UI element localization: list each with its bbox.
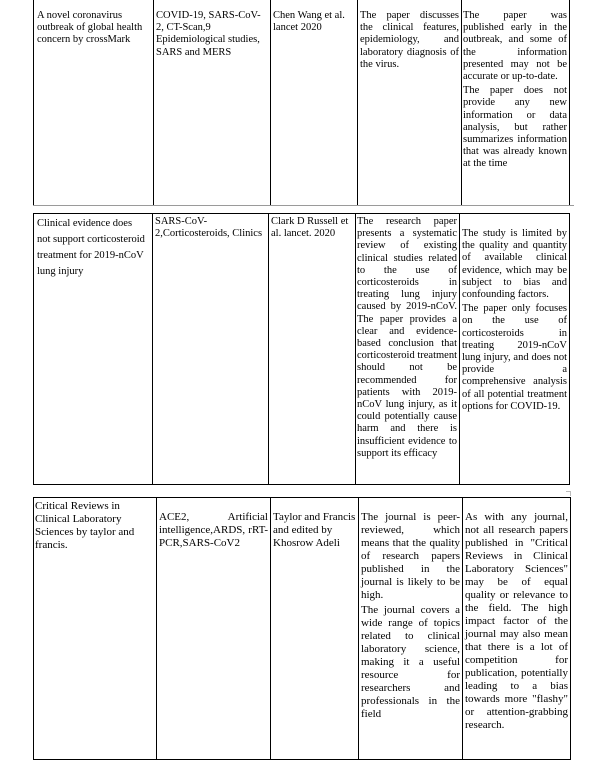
row-2-authors-cell [271, 216, 354, 240]
table-1-border-left [33, 0, 34, 206]
cell-corner-marker [566, 491, 571, 496]
table-3-divider [358, 497, 359, 759]
row-3-summary-paragraph: The journal covers a wide range of topics related to clinical laboratory science, making it a useful resource for researchers and professionals in the field [361, 604, 460, 720]
row-3-keywords: ACE2, Artificial intelligence,ARDS, rRT-PCR,SARS-CoV2 [159, 511, 268, 549]
row-2-summary-cell [357, 216, 457, 460]
table-1-divider [357, 0, 358, 206]
table-3-divider [156, 497, 157, 759]
row-3-authors-cell [273, 511, 357, 550]
row-2-keywords-cell [155, 216, 267, 240]
row-2-limitations-paragraph: The paper only focuses on the use of corticosteroids in treating 2019-nCoV lung injury, and does not provide a comprehensive analysis of all potential treatment options for COVID-19. [462, 303, 567, 412]
row-1-keywords: COVID-19, SARS-CoV-2, CT-Scan,9 Epidemiological studies, SARS and MERS [156, 10, 261, 58]
row-1-summary-cell [360, 10, 459, 71]
table-2-bottom-rule [33, 484, 570, 485]
row-2-title-cell [37, 216, 148, 280]
row-2-summary-paragraph: The research paper presents a systematic review of existing clinical studies related to the use of corticosteroids in treating lung injury caused by 2019-nCoV. The paper provides a clear and evidence-based conclusion that corticosteroid treatment should not be recommended for patients with 2019-nCoV lung injury, as it could potentially cause harm and there is insufficient evidence to support its efficacy [357, 216, 458, 459]
row-1-title: A novel coronavirus outbreak of global health concern by crossMark [37, 10, 143, 46]
row-2-keywords: SARS-CoV-2,Corticosteroids, Clinics [155, 216, 263, 240]
row-3-title-cell [35, 500, 155, 552]
table-1-divider [270, 0, 271, 206]
table-3-bottom-rule [33, 759, 571, 760]
row-2-limitations-cell [462, 228, 567, 413]
table-1-border-right [569, 0, 570, 206]
row-3-limitations-cell [465, 511, 568, 732]
table-3-border-left [33, 497, 34, 759]
table-2-border-left [33, 213, 34, 485]
row-3-summary-cell [361, 511, 460, 721]
row-2-title: Clinical evidence does not support corticosteroid treatment for 2019-nCoV lung injury [37, 218, 145, 277]
table-3-divider [462, 497, 463, 759]
table-3-border-right [570, 497, 571, 759]
table-2-top-rule [33, 213, 570, 214]
table-3-divider [270, 497, 271, 759]
row-3-keywords-cell [159, 511, 268, 550]
row-2-authors: Clark D Russell et al. lancet. 2020 [271, 216, 349, 240]
row-1-limitations-paragraph: The paper does not provide any new information or data analysis, but rather summarizes information that was already known at the time [463, 85, 567, 170]
row-2-limitations-paragraph: The study is limited by the quality and quantity of available clinical evidence, which may be subject to bias and confounding factors. [462, 228, 567, 301]
table-2-border-right [569, 213, 570, 485]
row-3-title: Critical Reviews in Clinical Laboratory Sciences by taylor and francis. [35, 500, 135, 551]
table-2-divider [459, 213, 460, 485]
row-1-limitations-paragraph: The paper was published early in the outbreak, and some of the information presented may not be accurate or up-to-date. [463, 10, 567, 83]
row-1-summary-paragraph: The paper discusses the clinical features, epidemiology, and laboratory diagnosis of the virus. [360, 10, 459, 70]
row-1-title-cell [37, 10, 149, 47]
row-3-summary-paragraph: The journal is peer-reviewed, which means that the quality of research papers published in the journal is likely to be high. [361, 511, 460, 601]
table-1-divider [461, 0, 462, 206]
row-1-authors-cell [273, 10, 355, 34]
table-2-divider [268, 213, 269, 485]
table-1-bottom-rule [33, 205, 574, 206]
table-1-divider [153, 0, 154, 206]
row-3-limitations-paragraph: As with any journal, not all research papers published in "Critical Reviews in Clinical Laboratory Sciences" may be of equal quality or relevance to the field. The high impact factor of the journal may also mean that there is a lot of competition for publication, potentially leading to a bias towards more "flashy" or attention-grabbing research. [465, 511, 568, 731]
row-1-authors: Chen Wang et al. lancet 2020 [273, 10, 345, 34]
table-3-top-rule [33, 497, 570, 498]
table-2-divider [152, 213, 153, 485]
table-2-divider [355, 213, 356, 485]
row-1-keywords-cell [156, 10, 268, 59]
row-3-authors: Taylor and Francis and edited by Khosrow Adeli [273, 511, 356, 549]
row-1-limitations-cell [463, 10, 567, 171]
